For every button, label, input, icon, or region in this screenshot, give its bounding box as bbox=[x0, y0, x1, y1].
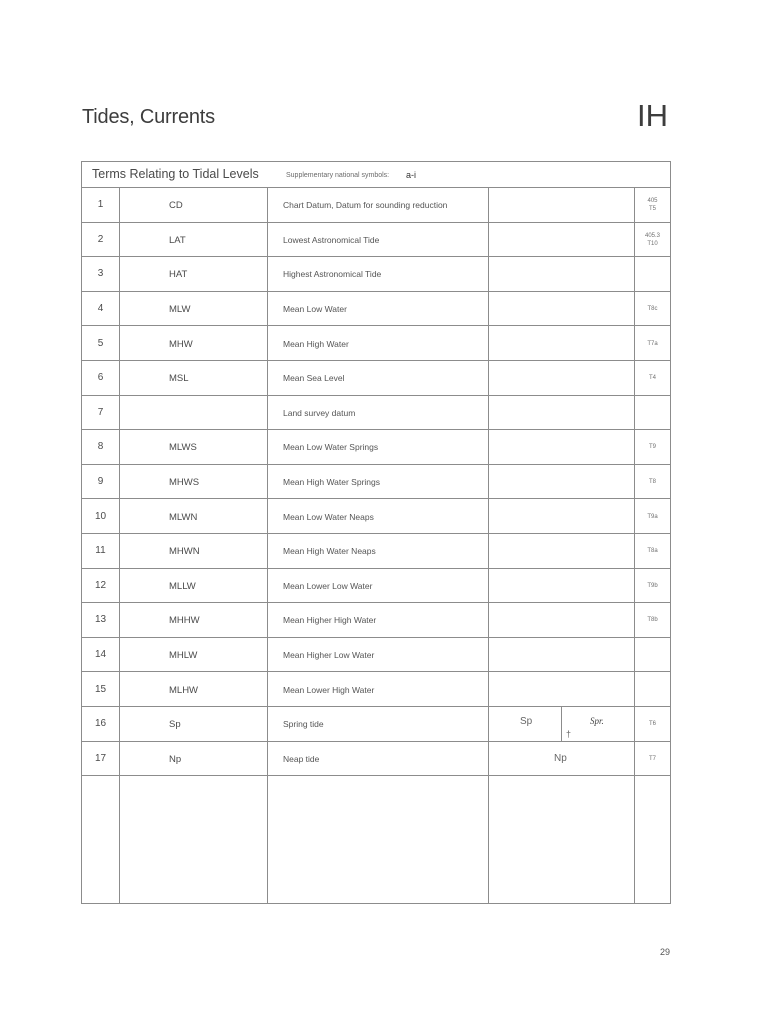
row-abbreviation: CD bbox=[169, 200, 183, 212]
table-row bbox=[82, 430, 670, 465]
row-term: Lowest Astronomical Tide bbox=[283, 234, 380, 245]
table-row bbox=[82, 465, 670, 500]
row-abbreviation: MLWN bbox=[169, 511, 198, 523]
row-number: 2 bbox=[97, 233, 104, 245]
table-header bbox=[82, 162, 670, 188]
row-abbreviation: MHW bbox=[169, 338, 193, 350]
row-number: 14 bbox=[94, 649, 107, 661]
row-number: 5 bbox=[97, 337, 104, 349]
row-reference: T9a bbox=[647, 513, 658, 520]
row-abbreviation: MHWN bbox=[169, 546, 200, 558]
row-abbreviation: MSL bbox=[169, 373, 189, 385]
row-reference: T7a bbox=[647, 340, 658, 347]
row-number: 3 bbox=[97, 268, 104, 280]
dagger-mark: † bbox=[566, 729, 572, 739]
row-number: 15 bbox=[94, 683, 107, 695]
table-row bbox=[82, 257, 670, 292]
row-abbreviation: HAT bbox=[169, 269, 188, 281]
table-row bbox=[82, 672, 670, 707]
row-number: 8 bbox=[97, 441, 104, 453]
row-term: Mean Low Water bbox=[283, 304, 347, 315]
supplementary-symbols-value: a-i bbox=[406, 170, 417, 180]
row-number: 12 bbox=[94, 579, 107, 591]
row-number: 17 bbox=[94, 752, 107, 764]
row-abbreviation: Sp bbox=[169, 719, 181, 731]
row-abbreviation: MLLW bbox=[169, 580, 196, 592]
table-row bbox=[82, 326, 670, 361]
table-row bbox=[82, 534, 670, 569]
row-abbreviation: MHWS bbox=[169, 477, 200, 489]
row-number: 16 bbox=[94, 718, 107, 730]
row-term: Mean Lower High Water bbox=[283, 684, 375, 695]
row-reference: T7 bbox=[648, 755, 656, 762]
row-reference: T8 bbox=[648, 479, 656, 486]
table-row bbox=[82, 499, 670, 534]
row-reference: 405 T5 bbox=[647, 198, 658, 213]
row-number: 13 bbox=[94, 614, 107, 626]
spring-tide-abbrev: Spr. bbox=[590, 716, 604, 726]
row-reference: T9 bbox=[648, 444, 656, 451]
row-reference: T6 bbox=[648, 721, 656, 728]
row-abbreviation: MHLW bbox=[169, 650, 198, 662]
table-heading: Terms Relating to Tidal Levels bbox=[92, 167, 259, 181]
row-reference: T8a bbox=[647, 548, 658, 555]
row-term: Spring tide bbox=[283, 719, 324, 730]
tidal-levels-table bbox=[81, 161, 671, 904]
row-abbreviation: LAT bbox=[169, 234, 186, 246]
row-term: Mean High Water bbox=[283, 338, 349, 349]
row-term: Mean Sea Level bbox=[283, 373, 345, 384]
row-number: 1 bbox=[97, 199, 104, 211]
table-row bbox=[82, 638, 670, 673]
row-abbreviation: MLHW bbox=[169, 684, 199, 696]
table-row bbox=[82, 396, 670, 431]
row-term: Chart Datum, Datum for sounding reduction bbox=[283, 200, 448, 211]
row-number: 10 bbox=[94, 510, 107, 522]
row-number: 11 bbox=[95, 545, 106, 557]
page-number: 29 bbox=[660, 947, 671, 957]
row-abbreviation: Np bbox=[169, 753, 182, 765]
section-code: IH bbox=[637, 98, 668, 133]
supplementary-symbols-label: Supplementary national symbols: bbox=[286, 172, 390, 179]
row-reference: 405.3 T10 bbox=[644, 232, 660, 247]
row-term: Mean Low Water Neaps bbox=[283, 511, 374, 522]
row-reference: T8b bbox=[647, 617, 658, 624]
row-number: 6 bbox=[97, 372, 104, 384]
spring-tide-symbol: Sp bbox=[520, 716, 533, 727]
row-abbreviation: MLWS bbox=[169, 442, 197, 454]
row-term: Mean Higher High Water bbox=[283, 615, 377, 626]
row-reference: T4 bbox=[648, 375, 656, 382]
table-row bbox=[82, 188, 670, 223]
table-row bbox=[82, 707, 670, 742]
row-term: Mean High Water Springs bbox=[283, 477, 381, 488]
row-number: 7 bbox=[97, 406, 104, 418]
table-row bbox=[82, 742, 670, 777]
page-title: Tides, Currents bbox=[82, 106, 215, 128]
table-row bbox=[82, 223, 670, 258]
row-reference: T9b bbox=[647, 582, 658, 589]
row-term: Mean High Water Neaps bbox=[283, 546, 376, 557]
neap-tide-symbol: Np bbox=[554, 752, 567, 764]
row-term: Mean Higher Low Water bbox=[283, 650, 375, 661]
row-term: Highest Astronomical Tide bbox=[283, 269, 382, 280]
row-number: 4 bbox=[97, 303, 104, 315]
row-number: 9 bbox=[97, 476, 104, 488]
row-abbreviation: MHHW bbox=[169, 615, 200, 627]
row-reference: T8c bbox=[647, 306, 658, 313]
table-row bbox=[82, 569, 670, 604]
row-term: Mean Low Water Springs bbox=[283, 442, 379, 453]
table-row bbox=[82, 361, 670, 396]
symbol-divider bbox=[561, 707, 562, 742]
table-row bbox=[82, 603, 670, 638]
row-term: Mean Lower Low Water bbox=[283, 580, 373, 591]
row-abbreviation: MLW bbox=[169, 304, 191, 316]
row-term: Land survey datum bbox=[283, 407, 356, 418]
table-row bbox=[82, 292, 670, 327]
row-term: Neap tide bbox=[283, 753, 320, 764]
